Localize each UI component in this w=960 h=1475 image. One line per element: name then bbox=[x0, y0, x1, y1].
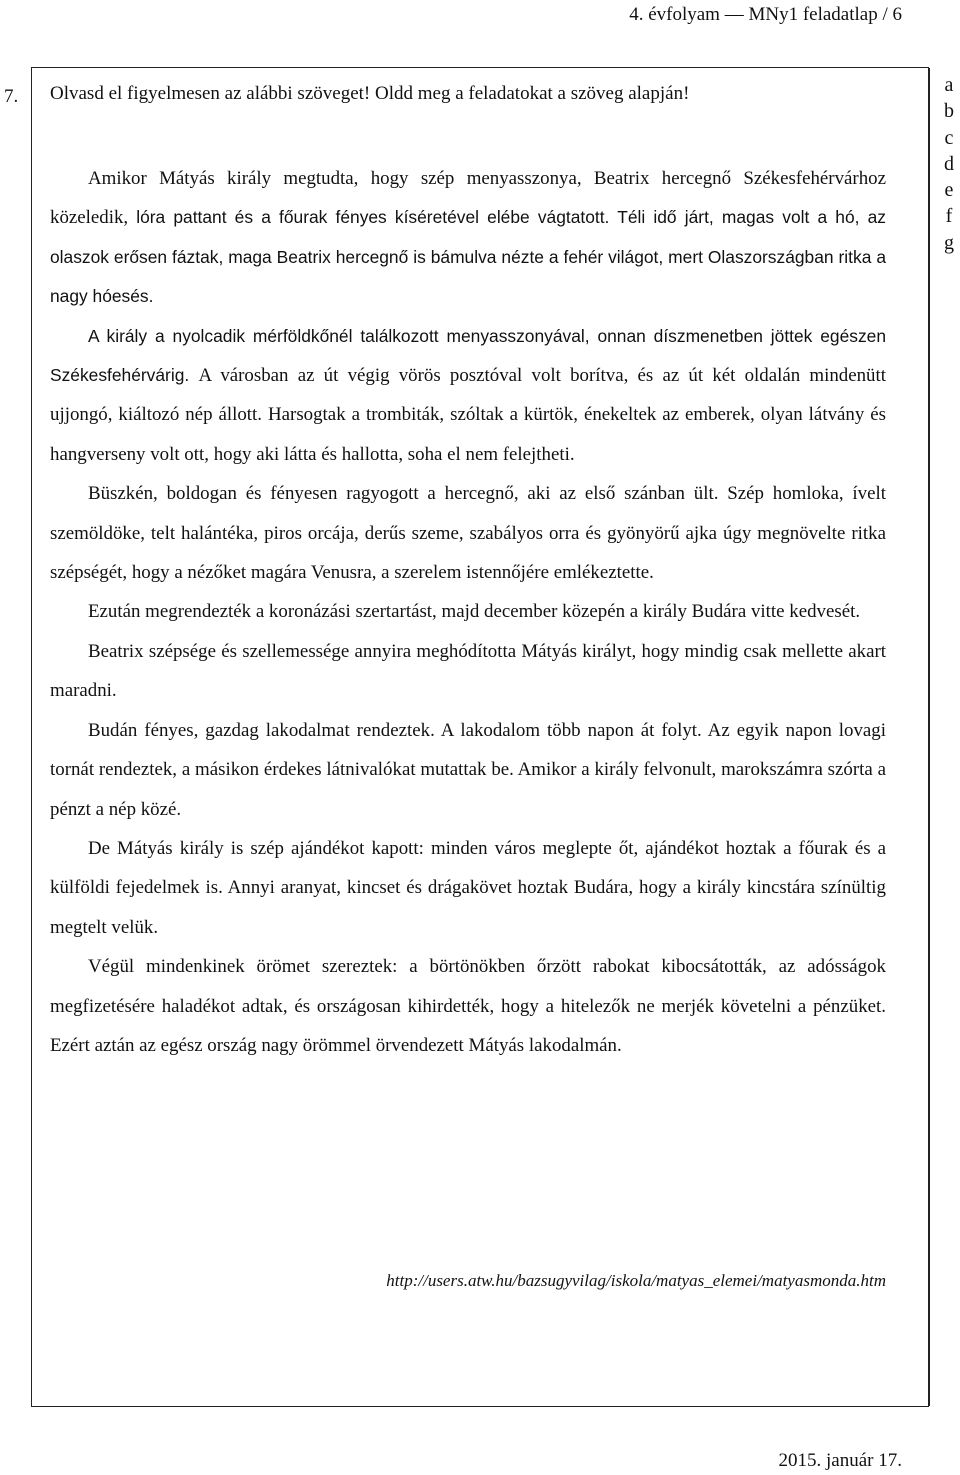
paragraph-2-serif: A városban az út végig vörös posztóval volt borítva, és az út két oldalán mindenütt ujjongó, kiáltozó nép állott. Harsogtak a trombiták, szóltak a kürtök, énekeltek az emberek, olyan látvány és hangverseny volt ott, hogy aki látta és hallotta, soha el nem felejtheti. bbox=[50, 365, 887, 465]
page-footer-date: 2015. január 17. bbox=[778, 1450, 902, 1471]
paragraph-1 bbox=[50, 159, 886, 317]
answer-letter-g: g bbox=[944, 231, 954, 254]
paragraph-1-sans: lóra pattant és a főurak fényes kíséretével elébe vágtatott. Téli idő járt, magas volt a hó, az olaszok erősen fáztak, maga Beatrix hercegnő is bámulva nézte a fehér világot, mert Olaszországban ritka a nagy hóesés. bbox=[50, 207, 886, 307]
paragraph-5: Beatrix szépsége és szellemessége annyira meghódította Mátyás királyt, hogy mindig csak mellette akart maradni. bbox=[50, 640, 886, 702]
answer-letter-a: a bbox=[944, 74, 954, 96]
paragraph-2 bbox=[50, 317, 886, 475]
answer-letter-f: f bbox=[945, 205, 953, 228]
paragraph-1-serif: Amikor Mátyás király megtudta, hogy szép menyasszonya, Beatrix hercegnő Székesfehérvárhoz közeledik, bbox=[50, 168, 886, 229]
answer-letter-c: c bbox=[944, 126, 954, 149]
task-instruction: Olvasd el figyelmesen az alábbi szöveget! Oldd meg a feladatokat a szöveg alapján! bbox=[50, 83, 690, 104]
paragraph-3: Büszkén, boldogan és fényesen ragyogott a hercegnő, aki az első szánban ült. Szép homloka, ívelt szemöldöke, telt halántéka, piros orcája, derűs szeme, szabályos orra és gyönyörű ajka úgy megnövelte ritka szépségét, hogy a nézőket magára Venusra, a szerelem istennőjére emlékeztette. bbox=[50, 483, 886, 584]
answer-column-divider bbox=[929, 68, 930, 1406]
answer-letter-e: e bbox=[944, 179, 954, 202]
task-frame bbox=[31, 67, 954, 1407]
paragraph-4: Ezután megrendezték a koronázási szertartást, majd december közepén a király Budára vitte kedvesét. bbox=[88, 601, 861, 623]
answer-letter-d: d bbox=[944, 152, 954, 175]
paragraph-2-sans: A király a nyolcadik mérföldkőnél találkozott menyasszonyával, onnan díszmenetben jöttek egészen Székesfehérvárig. bbox=[50, 325, 886, 386]
paragraph-8: Végül mindenkinek örömet szereztek: a börtönökben őrzött rabokat kibocsátották, az adósságok megfizetésére haladékot adtak, és országosan kihirdették, hogy a hitelezők ne merjék követelni a pénzüket. Ezért aztán az egész ország nagy örömmel örvendezett Mátyás lakodalmán. bbox=[50, 956, 886, 1056]
reading-text bbox=[50, 81, 886, 1065]
paragraph-7: De Mátyás király is szép ajándékot kapott: minden város meglepte őt, ajándékot hoztak a főurak és a külföldi fejedelmek is. Annyi aranyat, kincset és drágakövet hoztak Budára, hogy a király kincstára színültig megtelt velük. bbox=[50, 837, 886, 938]
answer-letter-b: b bbox=[944, 100, 954, 123]
source-url: http://users.atw.hu/bazsugyvilag/iskola/matyas_elemei/matyasmonda.htm bbox=[386, 1271, 886, 1290]
page-header: 4. évfolyam — MNy1 feladatlap / 6 bbox=[629, 4, 902, 25]
paragraph-6: Budán fényes, gazdag lakodalmat rendeztek. A lakodalom több napon át folyt. Az egyik napon lovagi tornát rendeztek, a másikon érdekes látnivalókat mutattak be. Amikor a király felvonult, marokszámra szórta a pénzt a nép közé. bbox=[50, 719, 886, 820]
task-number: 7. bbox=[4, 86, 19, 107]
answer-letters bbox=[932, 72, 960, 256]
